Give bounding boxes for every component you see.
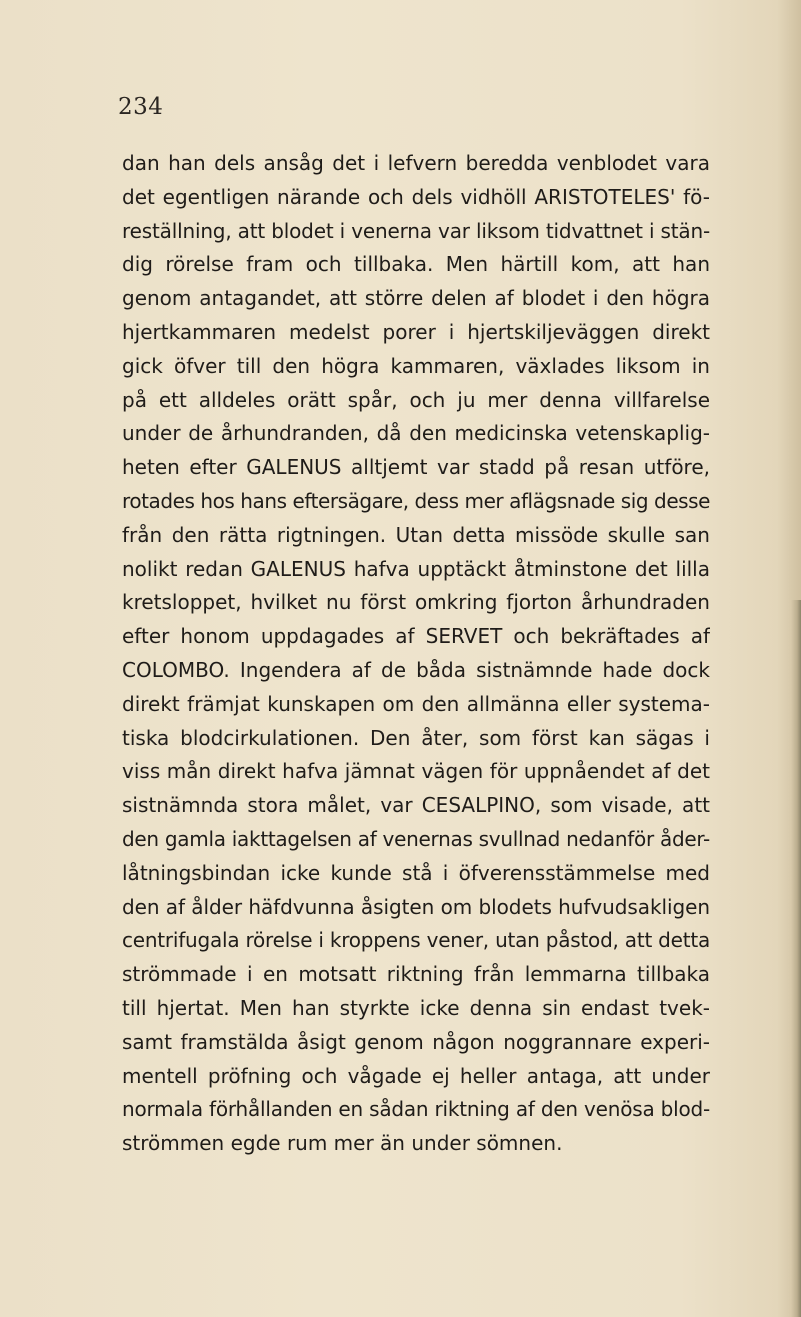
- text-line: den gamla iakttagelsen af venernas svullnad nedanför åder-: [122, 826, 710, 851]
- text-line-last: strömmen egde rum mer än under sömnen.: [122, 1131, 563, 1156]
- page-edge-shadow: [791, 600, 801, 1317]
- text-line: reställning, att blodet i venerna var liksom tidvattnet i stän-: [122, 218, 710, 243]
- text-line: gick öfver till den högra kammaren, växlades liksom in: [122, 353, 710, 378]
- text-line: COLOMBO. Ingendera af de båda sistnämnde hade dock: [122, 657, 710, 682]
- text-line: samt framstälda åsigt genom någon noggrannare experi-: [122, 1029, 710, 1054]
- text-line: mentell pröfning och vågade ej heller antaga, att under: [122, 1063, 710, 1088]
- text-line: viss mån direkt hafva jämnat vägen för uppnåendet af det: [122, 759, 710, 784]
- page-number: 234: [118, 94, 164, 120]
- text-line: låtningsbindan icke kunde stå i öfverensstämmelse med: [122, 860, 710, 885]
- text-line: sistnämnda stora målet, var CESALPINO, som visade, att: [122, 793, 710, 818]
- text-line: tiska blodcirkulationen. Den åter, som först kan sägas i: [122, 725, 710, 750]
- text-line: det egentligen närande och dels vidhöll ARISTOTELES' fö-: [122, 184, 710, 209]
- text-line: dig rörelse fram och tillbaka. Men härtill kom, att han: [122, 252, 710, 277]
- text-line: till hjertat. Men han styrkte icke denna sin endast tvek-: [122, 995, 710, 1020]
- text-line: heten efter GALENUS alltjemt var stadd på resan utföre,: [122, 455, 710, 480]
- text-line: under de århundranden, då den medicinska vetenskaplig-: [122, 421, 710, 446]
- text-line: nolikt redan GALENUS hafva upptäckt åtminstone det lilla: [122, 556, 710, 581]
- text-line: strömmade i en motsatt riktning från lemmarna tillbaka: [122, 962, 710, 987]
- text-line: hjertkammaren medelst porer i hjertskiljeväggen direkt: [122, 319, 710, 344]
- body-text: [122, 147, 710, 1161]
- text-line: efter honom uppdagades af SERVET och bekräftades af: [122, 624, 710, 649]
- text-line: från den rätta rigtningen. Utan detta missöde skulle san: [122, 522, 710, 547]
- text-line: genom antagandet, att större delen af blodet i den högra: [122, 286, 710, 311]
- text-line: kretsloppet, hvilket nu först omkring fjorton århundraden: [122, 590, 710, 615]
- text-line: centrifugala rörelse i kroppens vener, utan påstod, att detta: [122, 928, 710, 953]
- text-line: rotades hos hans eftersägare, dess mer aflägsnade sig desse: [122, 488, 710, 513]
- text-line: normala förhållanden en sådan riktning af den venösa blod-: [122, 1097, 710, 1122]
- text-line: direkt främjat kunskapen om den allmänna eller systema-: [122, 691, 710, 716]
- text-line: på ett alldeles orätt spår, och ju mer denna villfarelse: [122, 387, 710, 412]
- text-line: dan han dels ansåg det i lefvern beredda venblodet vara: [122, 151, 710, 175]
- text-line: den af ålder häfdvunna åsigten om blodets hufvudsakligen: [122, 894, 710, 919]
